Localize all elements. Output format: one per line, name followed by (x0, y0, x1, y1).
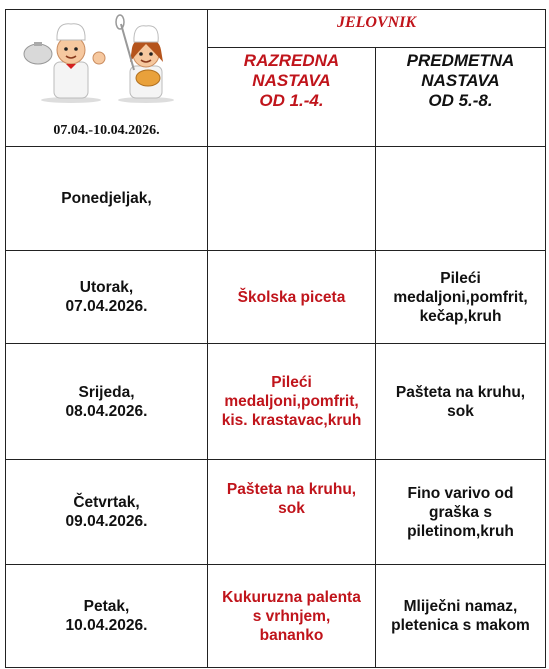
day-cell: Ponedjeljak, (6, 147, 208, 251)
razredna-cell: Pileći medaljoni,pomfrit, kis. krastavac,kruh (208, 344, 376, 460)
predmetna-cell: Pileći medaljoni,pomfrit, kečap,kruh (376, 251, 546, 344)
chefs-illustration (16, 14, 198, 104)
predmetna-cell (376, 147, 546, 251)
row-tuesday (6, 251, 546, 344)
header-razredna: RAZREDNA NASTAVA OD 1.-4. (208, 48, 376, 147)
menu-title: JELOVNIK (208, 10, 546, 48)
chef-girl-icon (116, 15, 174, 103)
row-wednesday (6, 344, 546, 460)
row-friday (6, 565, 546, 668)
day-cell: Četvrtak, 09.04.2026. (6, 460, 208, 565)
predmetna-cell: Pašteta na kruhu, sok (376, 344, 546, 460)
header-predmetna: PREDMETNA NASTAVA OD 5.-8. (376, 48, 546, 147)
row-thursday (6, 460, 546, 565)
predmetna-cell: Mliječni namaz, pletenica s makom (376, 565, 546, 668)
razredna-cell (208, 147, 376, 251)
razredna-cell: Kukuruzna palenta s vrhnjem, bananko (208, 565, 376, 668)
day-cell: Srijeda, 08.04.2026. (6, 344, 208, 460)
logo-cell (6, 10, 208, 147)
razredna-cell: Školska piceta (208, 251, 376, 344)
chef-boy-icon (24, 24, 105, 103)
row-monday (6, 147, 546, 251)
date-range: 07.04.-10.04.2026. (53, 123, 160, 138)
menu-table (5, 9, 546, 668)
day-cell: Utorak, 07.04.2026. (6, 251, 208, 344)
day-cell: Petak, 10.04.2026. (6, 565, 208, 668)
predmetna-cell: Fino varivo od graška s piletinom,kruh (376, 460, 546, 565)
razredna-cell: Pašteta na kruhu, sok (208, 460, 376, 565)
